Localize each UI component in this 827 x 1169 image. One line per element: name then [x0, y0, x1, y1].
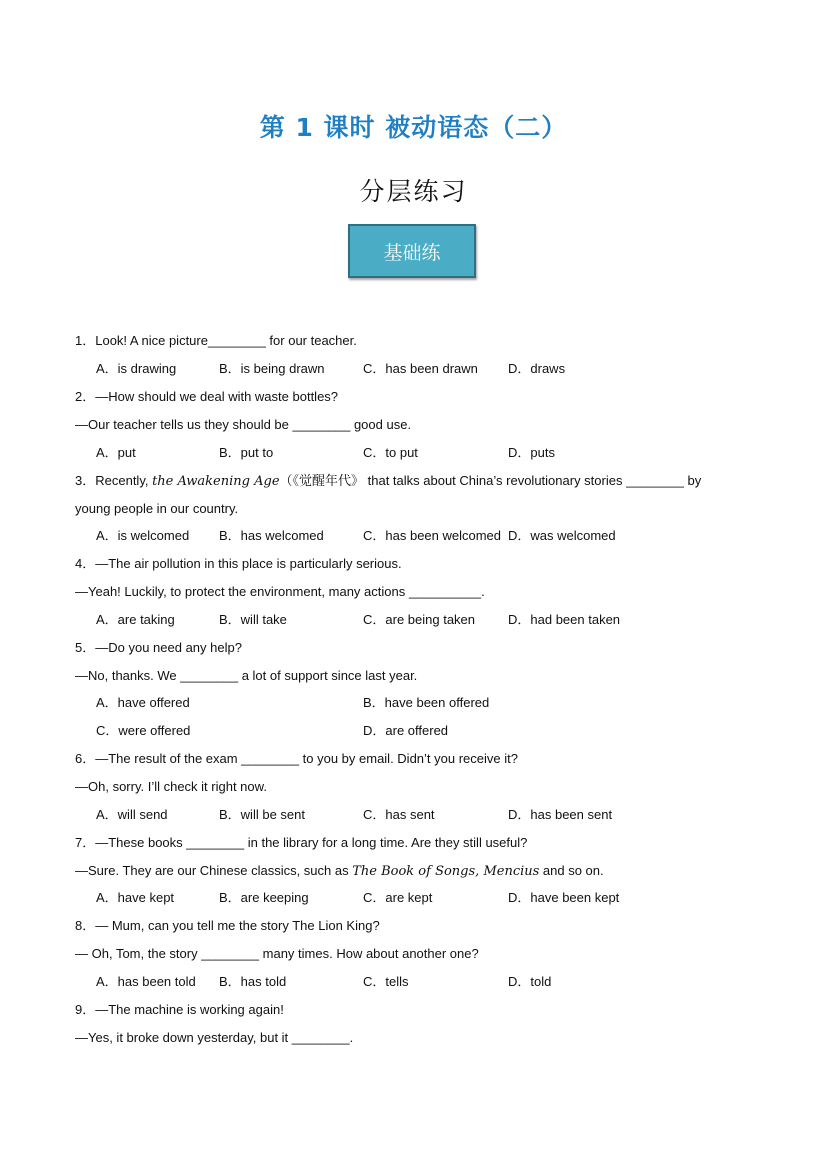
- question-stem-pre: Recently,: [95, 473, 153, 488]
- q8-option-c[interactable]: C．tells: [363, 974, 409, 989]
- question-number: 3．: [75, 473, 96, 488]
- question-5: [75, 640, 242, 656]
- question-9: [75, 1002, 284, 1018]
- question-5-reply: —No, thanks. We ________ a lot of support since last year.: [75, 668, 418, 683]
- q8-option-a[interactable]: A．has been told: [96, 974, 196, 989]
- question-stem: —The air pollution in this place is particularly serious.: [95, 556, 402, 571]
- question-2: [75, 389, 338, 405]
- q4-option-c[interactable]: C．are being taken: [363, 612, 476, 627]
- q3-option-b[interactable]: B．has welcomed: [219, 528, 324, 543]
- q7-option-a[interactable]: A．have kept: [96, 890, 175, 905]
- q1-option-b[interactable]: B．is being drawn: [219, 361, 325, 376]
- q4-option-d[interactable]: D．had been taken: [508, 612, 621, 627]
- q8-option-b[interactable]: B．has told: [219, 974, 287, 989]
- question-number: 5．: [75, 640, 96, 655]
- question-4-reply: —Yeah! Luckily, to protect the environment, many actions __________.: [75, 584, 485, 599]
- question-1: [75, 333, 357, 349]
- question-stem: —These books ________ in the library for a long time. Are they still useful?: [95, 835, 528, 850]
- question-number: 4．: [75, 556, 96, 571]
- question-7-reply: [75, 863, 604, 880]
- question-8: [75, 918, 380, 934]
- lesson-title: 第 1 课时 被动语态（二）: [259, 113, 568, 142]
- question-stem: —Do you need any help?: [95, 640, 242, 655]
- reply-post: and so on.: [539, 863, 604, 878]
- question-number: 8．: [75, 918, 96, 933]
- q5-option-b[interactable]: B．have been offered: [363, 695, 490, 710]
- q1-option-c[interactable]: C．has been drawn: [363, 361, 478, 376]
- question-number: 9．: [75, 1002, 96, 1017]
- question-stem: —The machine is working again!: [95, 1002, 284, 1017]
- question-3: [75, 473, 701, 490]
- question-9-reply: —Yes, it broke down yesterday, but it ________.: [75, 1030, 354, 1045]
- question-7: [75, 835, 527, 851]
- q2-option-b[interactable]: B．put to: [219, 445, 274, 460]
- question-2-reply: —Our teacher tells us they should be ________ good use.: [75, 417, 412, 432]
- level-badge: [348, 224, 476, 278]
- question-number: 2．: [75, 389, 96, 404]
- q7-option-d[interactable]: D．have been kept: [508, 890, 620, 905]
- reply-book-titles: The Book of Songs, Mencius: [352, 864, 540, 879]
- q6-option-a[interactable]: A．will send: [96, 807, 168, 822]
- question-6-reply: —Oh, sorry. I’ll check it right now.: [75, 779, 267, 794]
- q3-option-a[interactable]: A．is welcomed: [96, 528, 190, 543]
- reply-pre: —Sure. They are our Chinese classics, such as: [75, 863, 353, 878]
- q6-option-c[interactable]: C．has sent: [363, 807, 435, 822]
- q5-option-c[interactable]: C．were offered: [96, 723, 191, 738]
- q1-option-d[interactable]: D．draws: [508, 361, 566, 376]
- q3-option-c[interactable]: C．has been welcomed: [363, 528, 502, 543]
- q2-option-d[interactable]: D．puts: [508, 445, 555, 460]
- question-stem: —The result of the exam ________ to you by email. Didn’t you receive it?: [95, 751, 518, 766]
- question-3-continued: young people in our country.: [75, 501, 239, 516]
- q7-option-c[interactable]: C．are kept: [363, 890, 433, 905]
- q5-option-a[interactable]: A．have offered: [96, 695, 190, 710]
- q5-option-d[interactable]: D．are offered: [363, 723, 449, 738]
- question-6: [75, 751, 518, 767]
- section-subtitle: 分层练习: [359, 177, 468, 206]
- q3-option-d[interactable]: D．was welcomed: [508, 528, 616, 543]
- question-stem: —How should we deal with waste bottles?: [95, 389, 339, 404]
- question-stem: Look! A nice picture________ for our teacher.: [95, 333, 357, 348]
- q2-option-c[interactable]: C．to put: [363, 445, 418, 460]
- q4-option-a[interactable]: A．are taking: [96, 612, 175, 627]
- q6-option-b[interactable]: B．will be sent: [219, 807, 305, 822]
- q2-option-a[interactable]: A．put: [96, 445, 136, 460]
- q1-option-a[interactable]: A．is drawing: [96, 361, 177, 376]
- question-number: 6．: [75, 751, 96, 766]
- q6-option-d[interactable]: D．has been sent: [508, 807, 613, 822]
- question-stem: — Mum, can you tell me the story The Lion King?: [95, 918, 380, 933]
- question-number: 1．: [75, 333, 96, 348]
- q4-option-b[interactable]: B．will take: [219, 612, 287, 627]
- question-stem-post: （《觉醒年代》 that talks about China’s revolutionary stories ________ by: [279, 473, 702, 488]
- q7-option-b[interactable]: B．are keeping: [219, 890, 309, 905]
- question-8-reply: — Oh, Tom, the story ________ many times. How about another one?: [75, 946, 479, 961]
- question-4: [75, 556, 402, 572]
- question-number: 7．: [75, 835, 96, 850]
- question-stem-title: the Awakening Age: [152, 474, 280, 489]
- q8-option-d[interactable]: D．told: [508, 974, 552, 989]
- level-label: 基础练: [383, 241, 441, 264]
